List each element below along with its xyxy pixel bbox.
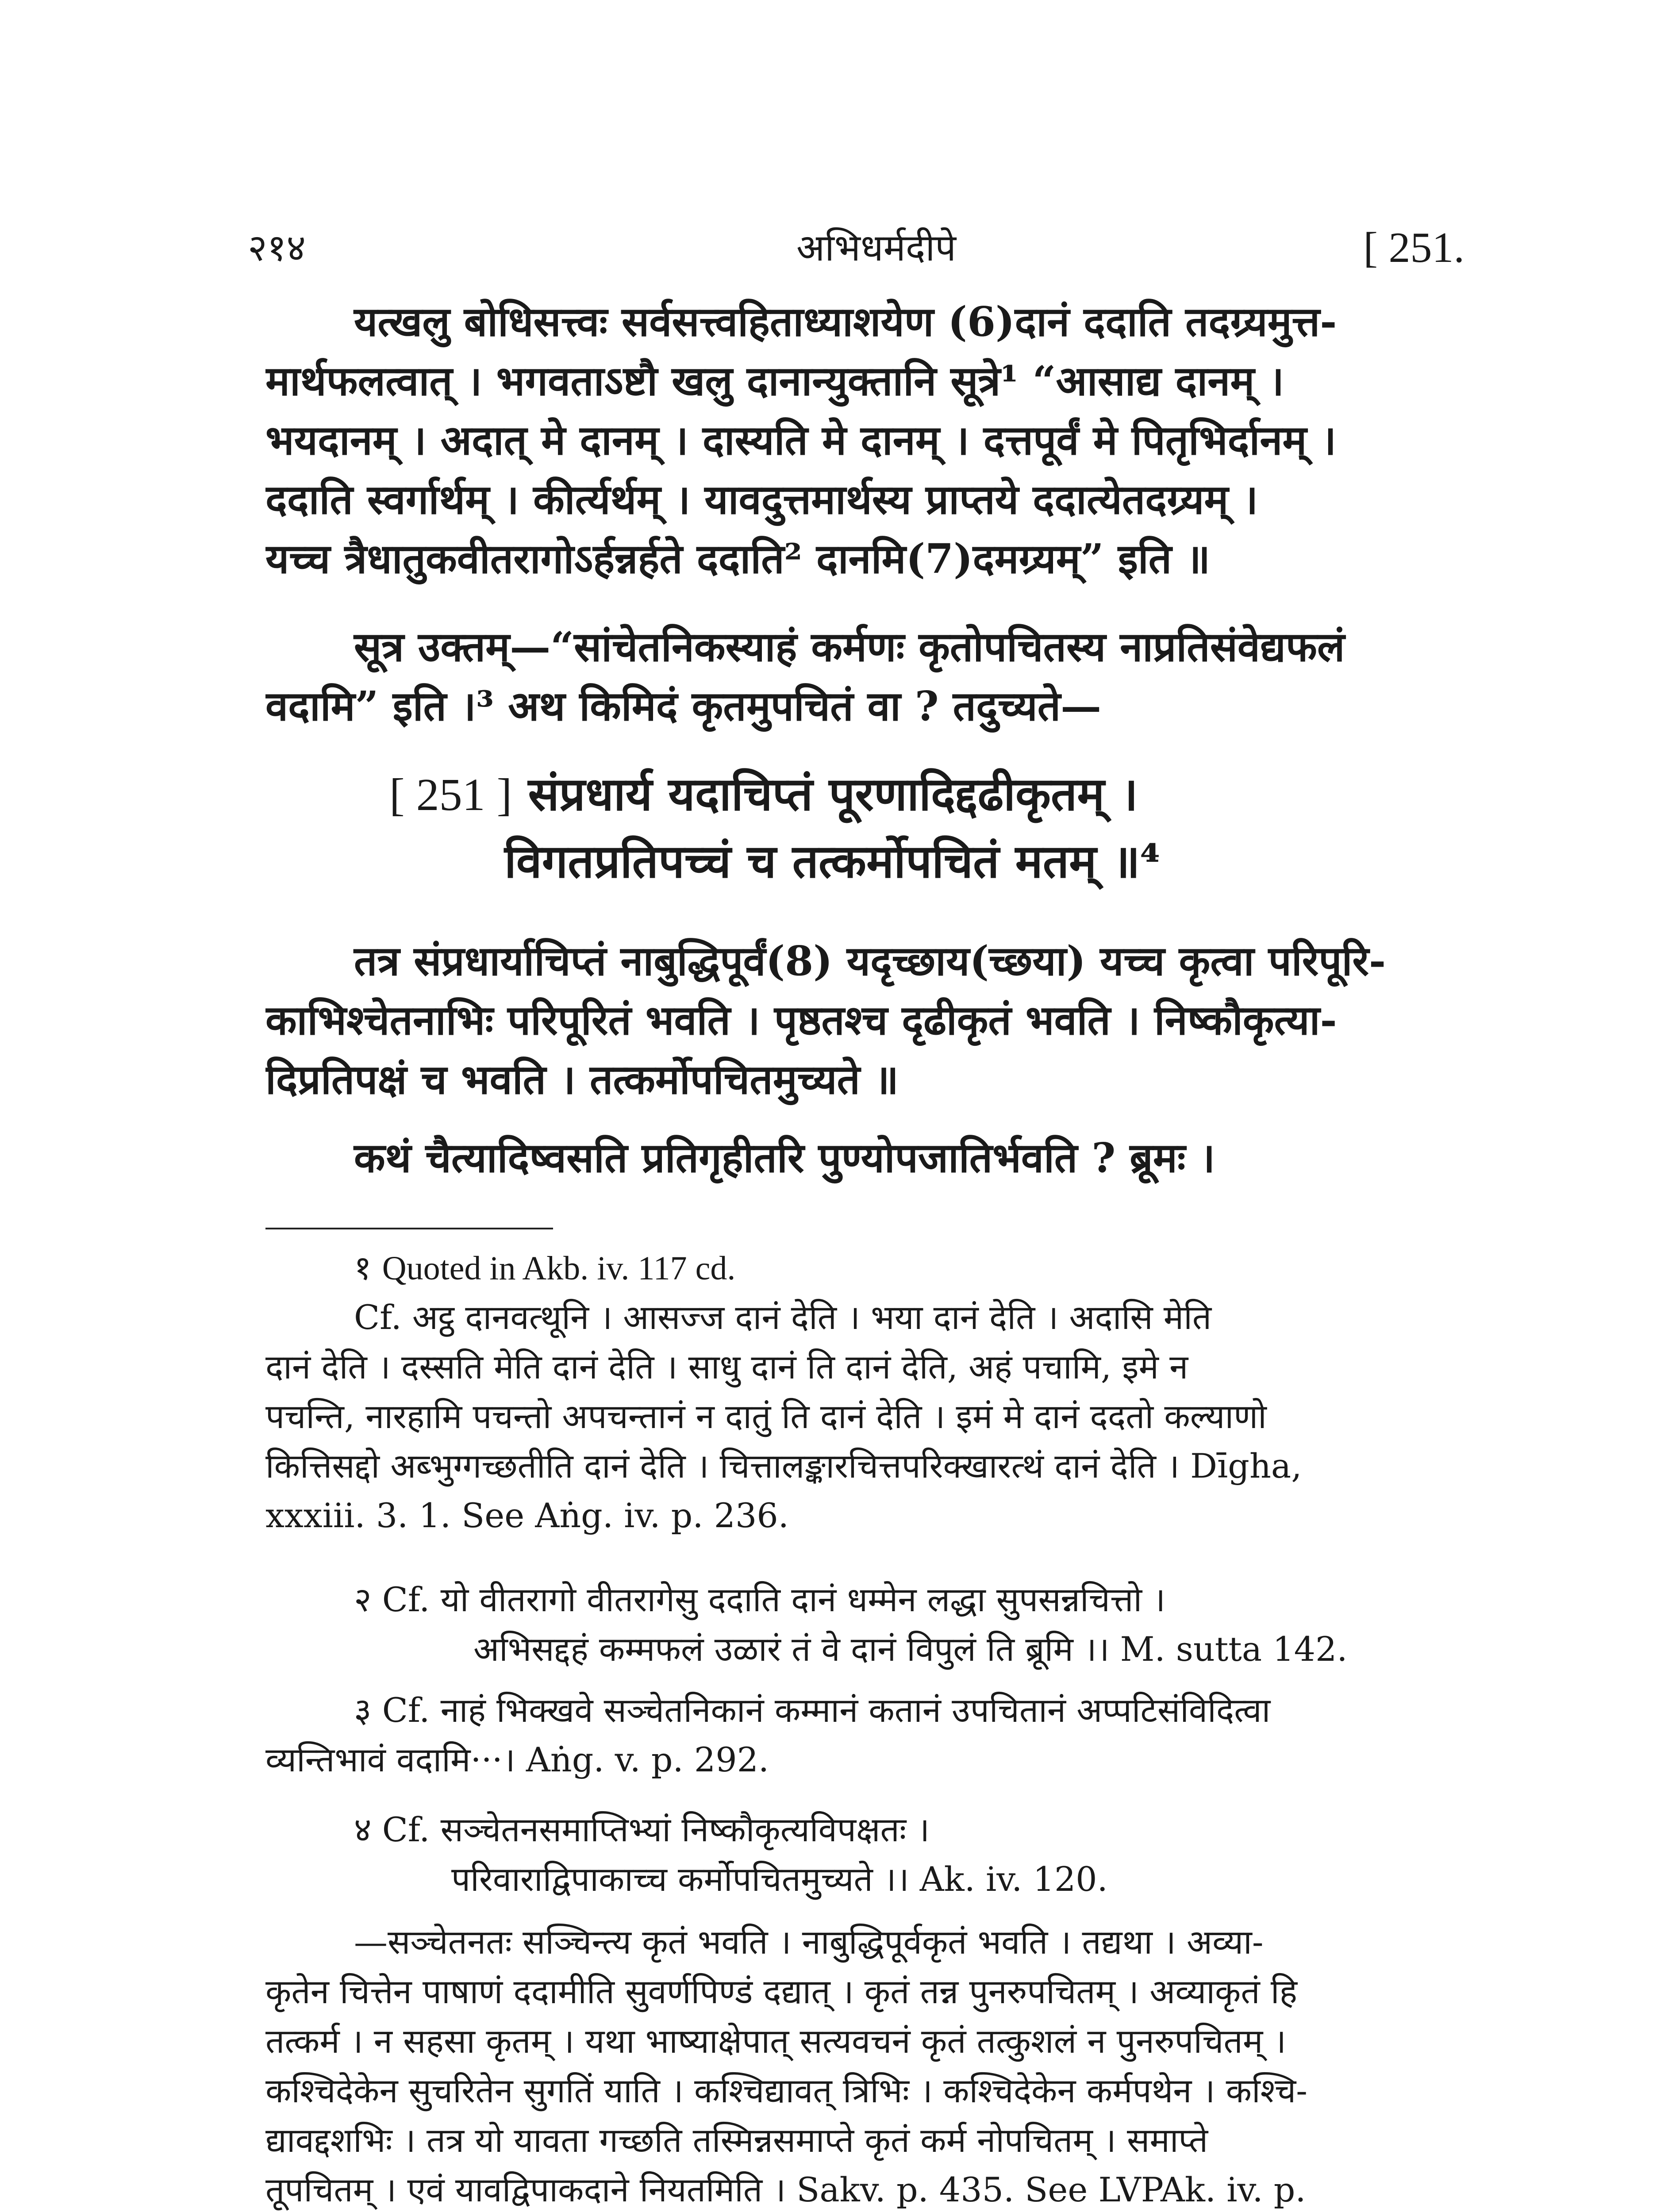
footnote-line: कित्तिसद्दो अब्भुग्गच्छतीति दानं देति । चित्तालङ्कारचित्तपरिक्खारत्थं दानं देति । Dīgha, — [265, 1446, 1302, 1486]
verse-number: [ 251 ] — [389, 769, 512, 820]
footnote-line: कृतेन चित्तेन पाषाणं ददामीति सुवर्णपिण्डं दद्यात् । कृतं तन्न पुनरुपचितम् । अव्याकृतं हि — [265, 1972, 1297, 2011]
footnote-line: —सञ्चेतनतः सञ्चिन्त्य कृतं भवति । नाबुद्धिपूर्वकृतं भवति । तद्यथा । अव्या- — [354, 1922, 1264, 1962]
footnote-line: परिवाराद्विपाकाच्च कर्मोपचितमुच्यते ।। Ak. iv. 120. — [451, 1859, 1108, 1899]
text-line: तत्र संप्रधार्याचिप्तं नाबुद्धिपूर्वं(8) यदृच्छाय(च्छया) यच्च कृत्वा परिपूरि- — [354, 937, 1386, 985]
text-line: कथं चैत्यादिष्वसति प्रतिगृहीतरि पुण्योपजातिर्भवति ? ब्रूमः । — [354, 1134, 1215, 1182]
footnote-line: दानं देति । दस्सति मेति दानं देति । साधु दानं ति दानं देति, अहं पचामि, इमे न — [265, 1347, 1188, 1386]
verse-line-2: विगतप्रतिपच्चं च तत्कर्मोपचितं मतम् ॥⁴ — [504, 834, 1161, 888]
paragraph-2 — [265, 617, 1460, 736]
footnote-4 — [265, 1805, 1460, 2212]
footnote-line: १ Quoted in Akb. iv. 117 cd. — [354, 1248, 736, 1287]
text-line: मार्थफलत्वात् । भगवताऽष्टौ खलु दानान्युक्तानि सूत्रे¹ “आसाद्य दानम् । — [265, 357, 1284, 405]
footnote-mark: ३ — [354, 1690, 372, 1730]
footnote-line: व्यन्तिभावं वदामि···। Aṅg. v. p. 292. — [265, 1740, 769, 1779]
text-line: काभिश्चेतनाभिः परिपूरितं भवति । पृष्ठतश्च दृढीकृतं भवति । निष्कौकृत्या- — [265, 996, 1337, 1044]
verse-line-1: [ 251 ] संप्रधार्य यदाचिप्तं पूरणादिद्दढीकृतम् । — [389, 767, 1138, 821]
footnote-mark: १ — [354, 1248, 372, 1287]
text-line: ददाति स्वर्गार्थम् । कीर्त्यर्थम् । यावदुत्तमार्थस्य प्राप्तये ददात्येतदग्र्यम् । — [265, 476, 1258, 523]
footnote-2 — [265, 1575, 1460, 1674]
footnote-line: ४ Cf. सञ्चेतनसमाप्तिभ्यां निष्कौकृत्यविपक्षतः । — [354, 1810, 930, 1849]
footnote-line: पचन्ति, नारहामि पचन्तो अपचन्तानं न दातुं ति दानं देति । इमं मे दानं ददतो कल्याणो — [265, 1397, 1267, 1436]
footnote-line: तूपचितम् । एवं यावद्विपाकदाने नियतमिति । Sakv. p. 435. See LVPAk. iv. p. — [265, 2170, 1306, 2209]
footnote-1 — [265, 1243, 1460, 1540]
footnote-mark: २ — [354, 1580, 372, 1619]
text-line: भयदानम् । अदात् मे दानम् । दास्यति मे दानम् । दत्तपूर्वं मे पितृभिर्दानम् । — [265, 416, 1337, 464]
paragraph-3 — [265, 931, 1460, 1109]
footnote-line: xxxiii. 3. 1. See Aṅg. iv. p. 236. — [265, 1496, 789, 1535]
paragraph-1 — [265, 292, 1460, 588]
text-line: वदामि” इति ।³ अथ किमिदं कृतमुपचितं वा ? तदुच्यते— — [265, 682, 1102, 730]
footnote-line: ३ Cf. नाहं भिक्खवे सञ्चेतनिकानं कम्मानं कतानं उपचितानं अप्पटिसंविदित्वा — [354, 1690, 1271, 1730]
footnote-line: अभिसद्दहं कम्मफलं उळारं तं वे दानं विपुलं ति ब्रूमि ।। M. sutta 142. — [473, 1629, 1348, 1669]
paragraph-4 — [265, 1128, 1460, 1187]
footnote-mark: ४ — [354, 1810, 372, 1849]
text-line: दिप्रतिपक्षं च भवति । तत्कर्मोपचितमुच्यते ॥ — [265, 1056, 899, 1103]
page-number: २१४ — [248, 226, 306, 269]
footnote-rule — [265, 1228, 553, 1229]
footnote-line: कश्चिदेकेन सुचरितेन सुगतिं याति । कश्चिद्यावत् त्रिभिः । कश्चिदेकेन कर्मपथेन । कश्चि- — [265, 2071, 1307, 2110]
text-line: यत्खलु बोधिसत्त्वः सर्वसत्त्वहिताध्याशयेण (6)दानं ददाति तदग्र्यमुत्त- — [354, 298, 1337, 346]
text-line: सूत्र उक्तम्—“सांचेतनिकस्याहं कर्मणः कृतोपचितस्य नाप्रतिसंवेद्यफलं — [354, 623, 1345, 671]
verse-251 — [389, 761, 1407, 895]
running-title: अभिधर्मदीपे — [796, 226, 956, 269]
running-head — [248, 217, 1464, 288]
footnote-line: २ Cf. यो वीतरागो वीतरागेसु ददाति दानं धम्मेन लद्धा सुपसन्नचित्तो । — [354, 1580, 1166, 1619]
footnote-line: द्यावद्दशभिः । तत्र यो यावता गच्छति तस्मिन्नसमाप्ते कृतं कर्म नोपचितम् । समाप्ते — [265, 2120, 1208, 2160]
footnote-line: तत्कर्म । न सहसा कृतम् । यथा भाष्याक्षेपात् सत्यवचनं कृतं तत्कुशलं न पुनरुपचितम् । — [265, 2021, 1287, 2061]
section-number: [ 251. — [1363, 224, 1464, 272]
footnote-line: Cf. अट्ठ दानवत्थूनि । आसज्ज दानं देति । भया दानं देति । अदासि मेति — [354, 1298, 1212, 1337]
text-line: यच्च त्रैधातुकवीतरागोऽर्हन्नर्हते ददाति² दानमि(7)दमग्र्यम्” इति ॥ — [265, 535, 1211, 583]
footnote-3 — [265, 1686, 1460, 1785]
